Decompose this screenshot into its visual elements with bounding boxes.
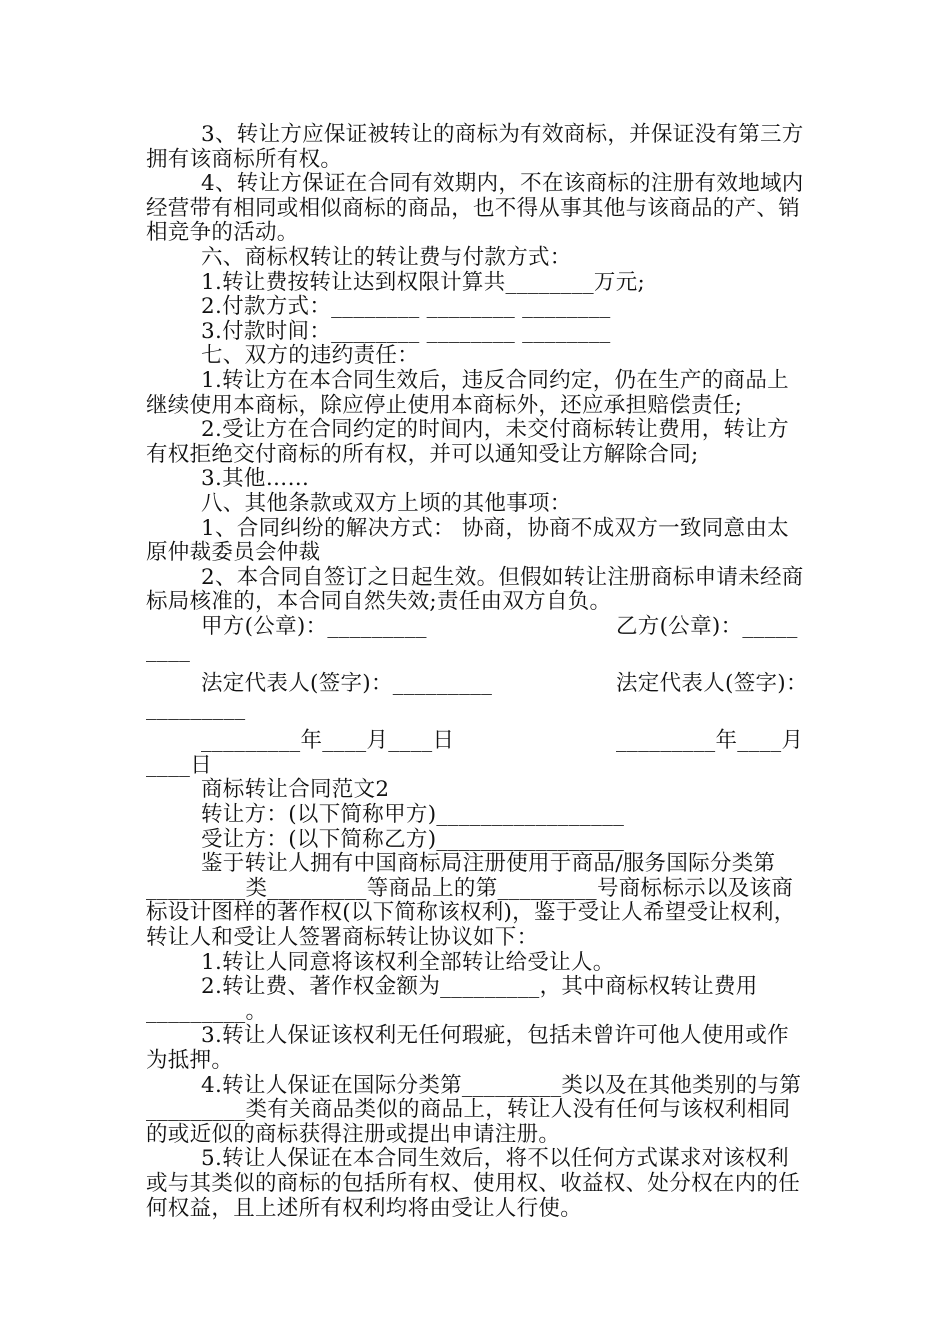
paragraph: 2.付款方式：________ ________ ________ <box>201 294 611 320</box>
paragraph: 4、转让方保证在合同有效期内，不在该商标的注册有效地域内经营带有相同或相似商标的商品，也不得从事其他与该商品的产、销相竞争的活动。 <box>146 171 804 246</box>
section-title: 商标转让合同范文2 <box>201 777 390 803</box>
paragraph: 2.转让费、著作权金额为_________，其中商标权转让费用_________。 <box>146 974 758 1024</box>
paragraph: 3.其他…… <box>201 466 310 492</box>
paragraph: 3.转让人保证该权利无任何瑕疵，包括未曾许可他人使用或作为抵押。 <box>146 1023 789 1073</box>
date-b: _________年____月 <box>616 728 804 754</box>
paragraph: 2、本合同自签订之日起生效。但假如转让注册商标申请未经商标局核准的，本合同自然失效;责任由双方自负。 <box>146 564 804 615</box>
rep-b-signature: 法定代表人(签字)： <box>616 671 808 697</box>
paragraph: 八、其他条款或双方上顷的其他事项： <box>201 490 572 516</box>
rep-b-signature-wrap: _________ <box>146 695 246 721</box>
paragraph: 2.受让方在合同约定的时间内，未交付商标转让费用，转让方有权拒绝交付商标的所有权，并可以通知受让方解除合同; <box>146 417 789 467</box>
paragraph: 转让方：(以下简称甲方)_________________ <box>201 802 625 828</box>
paragraph: 3、转让方应保证被转让的商标为有效商标，并保证没有第三方拥有该商标所有权。 <box>146 122 804 172</box>
paragraph: 5.转让人保证在本合同生效后，将不以任何方式谋求对该权利或与其类似的商标的包括所有权、使用权、收益权、处分权在内的任何权益，且上述所有权利均将由受让人行使。 <box>146 1146 801 1221</box>
party-b-seal: 乙方(公章)：_____ <box>616 613 798 639</box>
paragraph: 1.转让方在本合同生效后，违反合同约定，仍在生产的商品上继续使用本商标，除应停止使用本商标外，还应承担赔偿责任; <box>146 367 789 418</box>
date-b-wrap: ____日 <box>146 752 213 778</box>
rep-a-signature: 法定代表人(签字)：_________ <box>201 671 493 697</box>
paragraph: 受让方：(以下简称乙方)_________________ <box>201 826 625 852</box>
paragraph: 4.转让人保证在国际分类第_________类以及在其他类别的与第_________类有关商品类似的商品上，转让人没有任何与该权利相同的或近似的商标获得注册或提出申请注册。 <box>146 1072 802 1147</box>
paragraph: 七、双方的违约责任： <box>201 343 420 369</box>
paragraph: 六、商标权转让的转让费与付款方式： <box>201 244 572 270</box>
party-b-seal-wrap: ____ <box>146 638 191 664</box>
date-a: _________年____月____日 <box>201 728 455 754</box>
paragraph: 3.付款时间：________ ________ ________ <box>201 318 611 344</box>
paragraph: 鉴于转让人拥有中国商标局注册使用于商品/服务国际分类第_________类_________等商品上的第_________号商标标示以及该商标设计图样的著作权(以下简称该权利)，鉴于受让人希望受让权利，转让人和受让人签署商标转让协议如下： <box>146 851 796 950</box>
signature-row-seal <box>146 615 810 640</box>
party-a-seal: 甲方(公章)：_________ <box>201 613 427 639</box>
signature-row-date <box>146 729 810 754</box>
paragraph: 1、合同纠纷的解决方式： 协商，协商不成双方一致同意由太原仲裁委员会仲裁 <box>146 515 789 566</box>
paragraph: 1.转让人同意将该权利全部转让给受让人。 <box>201 949 615 975</box>
paragraph: 1.转让费按转让达到权限计算共________万元; <box>201 269 646 295</box>
document-body <box>146 123 810 1221</box>
signature-row-rep <box>146 672 810 697</box>
